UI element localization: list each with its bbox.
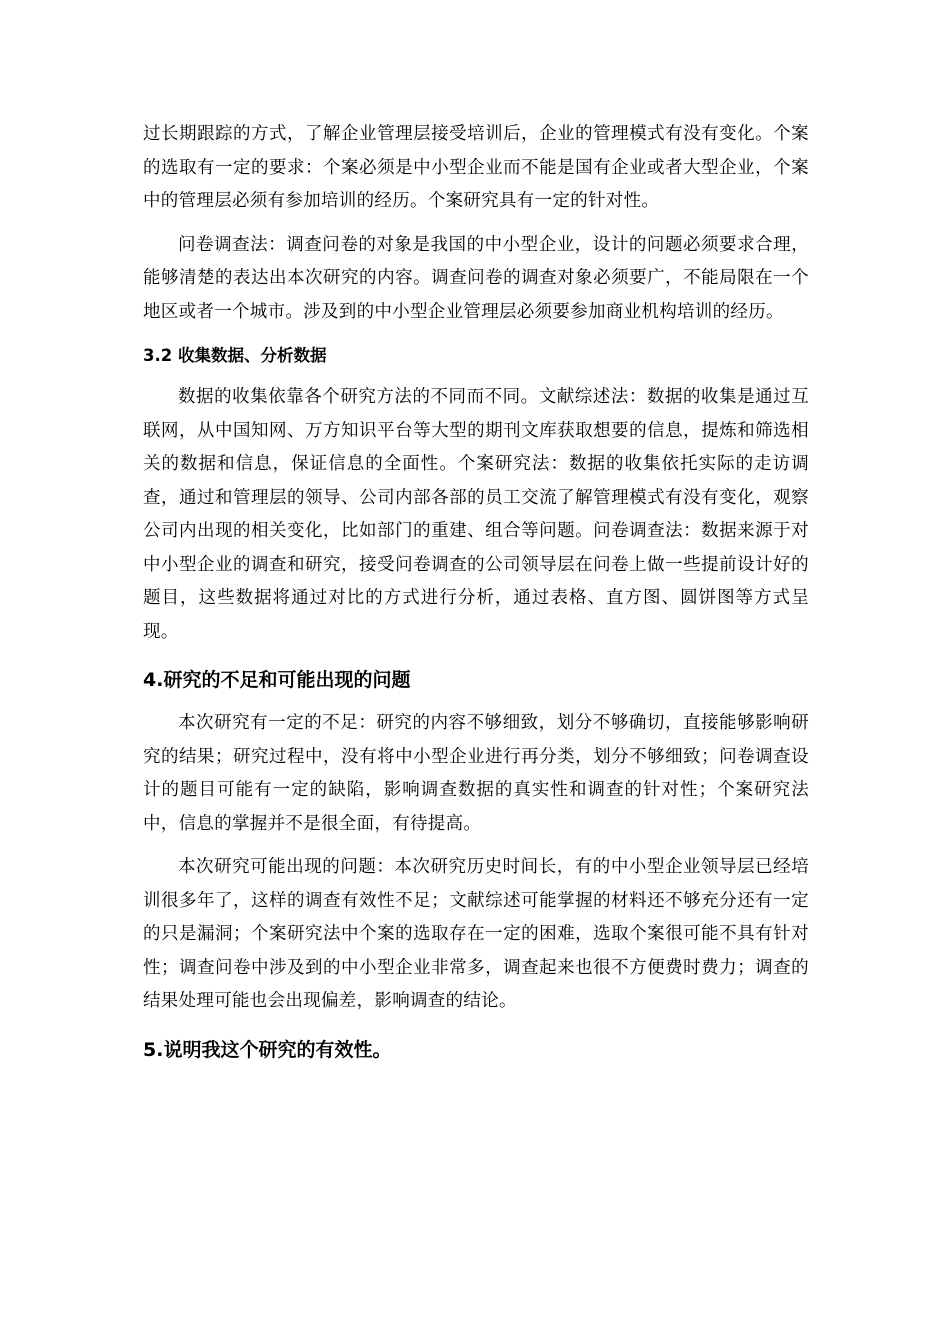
heading-5-validity: 5.说明我这个研究的有效性。 xyxy=(143,1038,392,1061)
paragraph-questionnaire-method: 问卷调查法：调查问卷的对象是我国的中小型企业，设计的问题必须要求合理，能够清楚的表达出本次研究的内容。调查问卷的调查对象必须要广，不能局限在一个地区或者一个城市。涉及到的中小型企业管理层必须要参加商业机构培训的经历。 xyxy=(143,234,809,322)
heading-3-2-data-collection: 3.2 收集数据、分析数据 xyxy=(143,346,327,365)
heading-4-limitations: 4.研究的不足和可能出现的问题 xyxy=(143,669,411,691)
paragraph-case-study-continued: 过长期跟踪的方式，了解企业管理层接受培训后，企业的管理模式有没有变化。个案的选取有一定的要求：个案必须是中小型企业而不能是国有企业或者大型企业，个案中的管理层必须有参加培训的经历。个案研究具有一定的针对性。 xyxy=(143,124,809,211)
paragraph-data-collection: 数据的收集依靠各个研究方法的不同而不同。文献综述法：数据的收集是通过互联网，从中国知网、万方知识平台等大型的期刊文库获取想要的信息，提炼和筛选相关的数据和信息，保证信息的全面性。个案研究法：数据的收集依托实际的走访调查，通过和管理层的领导、公司内部各部的员工交流了解管理模式有没有变化，观察公司内出现的相关变化，比如部门的重建、组合等问题。问卷调查法：数据来源于对中小型企业的调查和研究，接受问卷调查的公司领导层在问卷上做一些提前设计好的题目，这些数据将通过对比的方式进行分析，通过表格、直方图、圆饼图等方式呈现。 xyxy=(143,387,809,642)
document-body xyxy=(143,118,809,1077)
paragraph-possible-problems: 本次研究可能出现的问题：本次研究历史时间长，有的中小型企业领导层已经培训很多年了，这样的调查有效性不足；文献综述可能掌握的材料还不够充分还有一定的只是漏洞；个案研究法中个案的选取存在一定的困难，选取个案很可能不具有针对性；调查问卷中涉及到的中小型企业非常多，调查起来也很不方便费时费力；调查的结果处理可能也会出现偏差，影响调查的结论。 xyxy=(143,857,809,1011)
paragraph-limitations: 本次研究有一定的不足：研究的内容不够细致，划分不够确切，直接能够影响研究的结果；研究过程中，没有将中小型企业进行再分类，划分不够细致；问卷调查设计的题目可能有一定的缺陷，影响调查数据的真实性和调查的针对性；个案研究法中，信息的掌握并不是很全面，有待提高。 xyxy=(143,713,809,834)
